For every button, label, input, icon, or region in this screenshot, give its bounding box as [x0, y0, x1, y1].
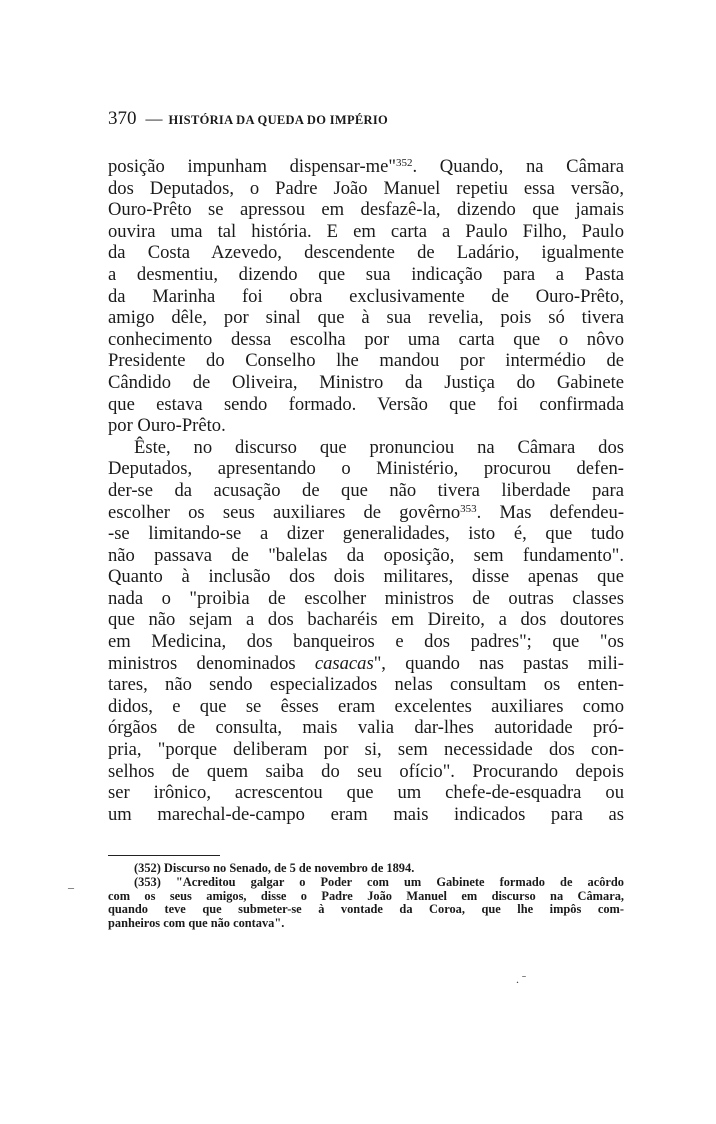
line-text: a desmentiu, dizendo que sua indicação para a Pasta [108, 263, 624, 285]
body-line [108, 350, 624, 372]
line-text: ser irônico, acrescentou que um chefe-de-esquadra ou [108, 782, 624, 804]
line-text: amigo dêle, por sinal que à sua revelia, pois só tivera [108, 307, 624, 329]
line-text: der-se da acusação de que não tivera liberdade para [108, 479, 624, 501]
page-number: 370 [108, 108, 137, 129]
line-text: ouvira uma tal história. E em carta a Paulo Filho, Paulo [108, 220, 624, 242]
body-line [108, 437, 624, 459]
line-text-tail: . Quando, na Câmara [412, 156, 624, 177]
line-text: Êste, no discurso que pronunciou na Câmara dos [134, 436, 624, 458]
line-text: da Marinha foi obra exclusivamente de Ouro-Prêto, [108, 285, 624, 307]
body-line [108, 761, 624, 783]
line-text: ministros denominados [108, 652, 315, 674]
footnote-line: (352) Discurso no Senado, de 5 de novembro de 1894. [134, 861, 415, 875]
body-line [108, 739, 624, 761]
body-line [108, 653, 624, 675]
body-line [108, 329, 624, 351]
body-line [108, 221, 624, 243]
line-text: da Costa Azevedo, descendente de Ladário, igualmente [108, 242, 624, 264]
running-header [108, 108, 628, 130]
body-text [108, 156, 624, 825]
line-text: Presidente do Conselho lhe mandou por intermédio de [108, 350, 624, 372]
line-text: didos, e que se êsses eram excelentes auxiliares como [108, 695, 624, 717]
line-text: não passava de "balelas da oposição, sem fundamento". [108, 544, 624, 566]
line-text-tail: ", quando nas pastas mili- [373, 652, 624, 674]
body-line [108, 631, 624, 653]
line-text: -se limitando-se a dizer generalidades, isto é, que tudo [108, 523, 624, 545]
body-line [108, 372, 624, 394]
body-line [108, 523, 624, 545]
body-line [108, 566, 624, 588]
body-line [108, 502, 624, 524]
body-line [108, 286, 624, 308]
line-text-tail: . Mas defendeu- [476, 501, 625, 523]
line-text: Quanto à inclusão dos dois militares, disse apenas que [108, 566, 624, 588]
line-text: pria, "porque deliberam por si, sem necessidade dos con- [108, 739, 624, 761]
footnote-reference: 352 [396, 157, 413, 169]
body-line [108, 264, 624, 286]
line-text: que estava sendo formado. Versão que foi confirmada [108, 393, 624, 415]
line-text: que não sejam a dos bacharéis em Direito, a dos doutores [108, 609, 624, 631]
body-line [108, 307, 624, 329]
line-text: Ouro-Prêto se apressou em desfazê-la, dizendo que jamais [108, 199, 624, 221]
body-line [108, 156, 624, 178]
footnote-line: quando teve que submeter-se à vontade da Coroa, que lhe impôs com- [108, 902, 624, 917]
line-text: nada o "proibia de escolher ministros de outras classes [108, 587, 624, 609]
body-line [108, 458, 624, 480]
stray-print-mark: . ˉ [516, 972, 526, 986]
body-line [108, 242, 624, 264]
body-line [108, 415, 624, 437]
footnote-line: (353) "Acreditou galgar o Poder com um Gabinete formado de acôrdo [134, 874, 624, 889]
line-text: dos Deputados, o Padre João Manuel repetiu essa versão, [108, 177, 624, 199]
line-text: tares, não sendo especializados nelas consultam os enten- [108, 674, 624, 696]
footnote-line: com os seus amigos, disse o Padre João Manuel em discurso na Câmara, [108, 888, 624, 903]
line-text: escolher os seus auxiliares de govêrno [108, 501, 461, 523]
footnote-line: panheiros com que não contava". [108, 916, 285, 931]
running-title: HISTÓRIA DA QUEDA DO IMPÉRIO [168, 113, 389, 127]
line-text: conhecimento dessa escolha por uma carta que o nôvo [108, 328, 624, 350]
body-line [108, 178, 624, 200]
line-text: em Medicina, dos banqueiros e dos padres"; que "os [108, 631, 624, 653]
footnote-reference: 353 [460, 502, 477, 515]
body-line [108, 717, 624, 739]
line-text: órgãos de consulta, mais valia dar-lhes autoridade pró- [108, 717, 624, 739]
body-line [108, 804, 624, 826]
body-line [108, 545, 624, 567]
footnote-rule [108, 855, 220, 856]
italic-text: casacas [314, 652, 374, 674]
body-line [108, 782, 624, 804]
body-line [108, 199, 624, 221]
line-text: Deputados, apresentando o Ministério, procurou defen- [108, 458, 624, 480]
body-line [108, 480, 624, 502]
footnotes [108, 862, 624, 931]
body-line [108, 674, 624, 696]
line-text: Cândido de Oliveira, Ministro da Justiça do Gabinete [108, 371, 624, 393]
line-text: um marechal-de-campo eram mais indicados para as [108, 803, 624, 825]
margin-dash-mark: – [68, 880, 74, 894]
line-text: posição impunham dispensar-me" [108, 156, 396, 177]
line-text: selhos de quem saiba do seu ofício". Procurando depois [108, 760, 624, 782]
header-separator: — [145, 109, 163, 128]
body-line [108, 588, 624, 610]
body-line [108, 696, 624, 718]
body-line [108, 394, 624, 416]
body-line [108, 609, 624, 631]
line-text: por Ouro-Prêto. [108, 415, 226, 437]
